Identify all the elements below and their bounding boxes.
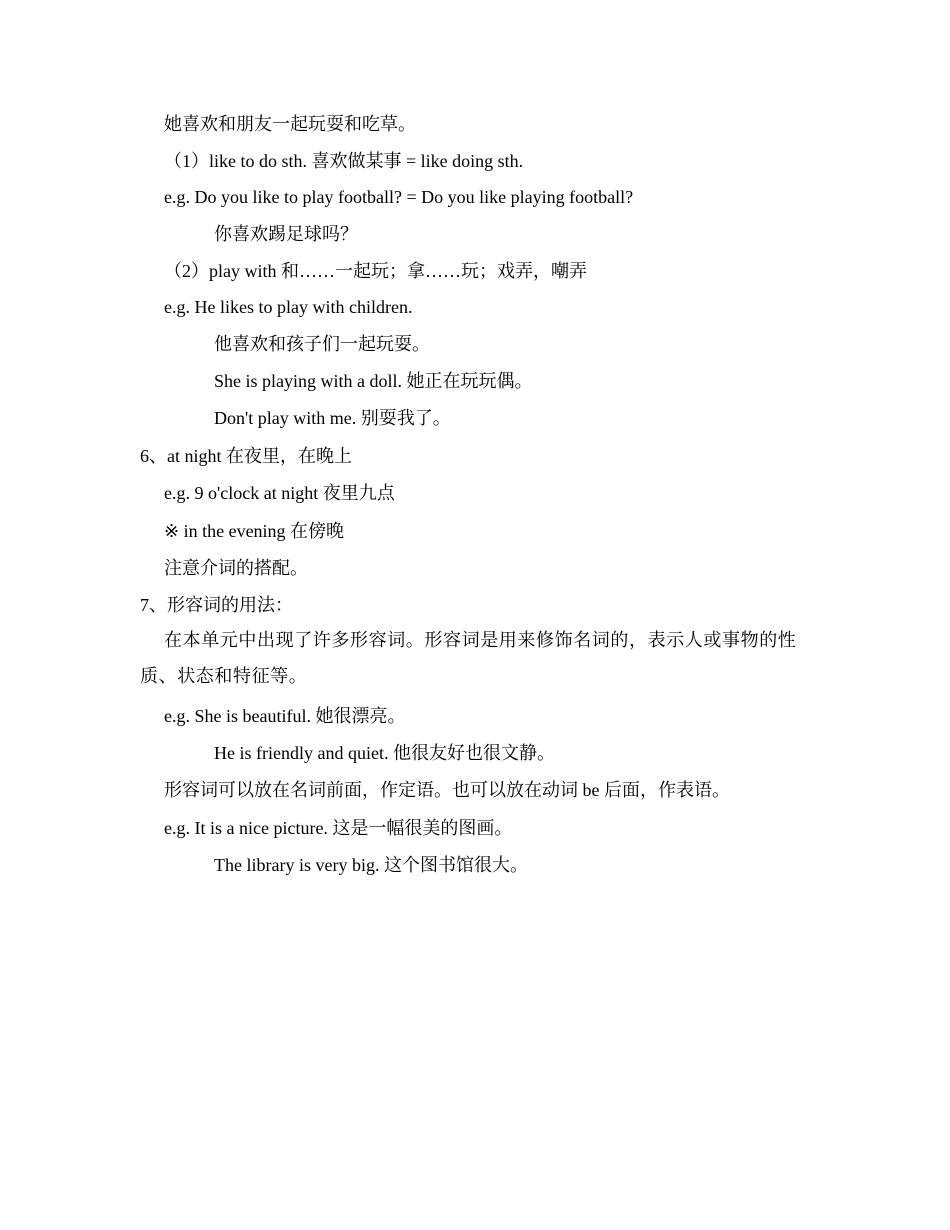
- text-line: （2）play with 和……一起玩；拿……玩；戏弄，嘲弄: [164, 261, 587, 281]
- text-line: e.g. 9 o'clock at night 夜里九点: [164, 483, 395, 503]
- text-line: The library is very big. 这个图书馆很大。: [214, 855, 528, 875]
- paragraph: 在本单元中出现了许多形容词。形容词是用来修饰名词的，表示人或事物的性质、状态和特征等。: [140, 630, 797, 686]
- text-line: e.g. Do you like to play football? = Do you like playing football?: [164, 187, 634, 207]
- text-line: 他喜欢和孩子们一起玩耍。: [214, 334, 430, 354]
- text-line: Don't play with me. 别耍我了。: [214, 408, 451, 428]
- text-line: He is friendly and quiet. 他很友好也很文静。: [214, 743, 555, 763]
- text-line: 她喜欢和朋友一起玩耍和吃草。: [164, 114, 416, 134]
- section-heading: 6、at night 在夜里，在晚上: [140, 446, 352, 466]
- text-line: e.g. It is a nice picture. 这是一幅很美的图画。: [164, 818, 513, 838]
- text-line: 注意介词的搭配。: [164, 558, 308, 578]
- text-line: e.g. He likes to play with children.: [164, 297, 413, 317]
- text-line: She is playing with a doll. 她正在玩玩偶。: [214, 371, 533, 391]
- text-line: ※ in the evening 在傍晚: [164, 521, 345, 541]
- text-line: 你喜欢踢足球吗？: [214, 224, 358, 244]
- text-line: e.g. She is beautiful. 她很漂亮。: [164, 706, 406, 726]
- text-line: （1）like to do sth. 喜欢做某事 = like doing sth.: [164, 151, 524, 171]
- section-heading: 7、形容词的用法：: [140, 595, 293, 615]
- text-line: 形容词可以放在名词前面，作定语。也可以放在动词 be 后面，作表语。: [164, 780, 730, 800]
